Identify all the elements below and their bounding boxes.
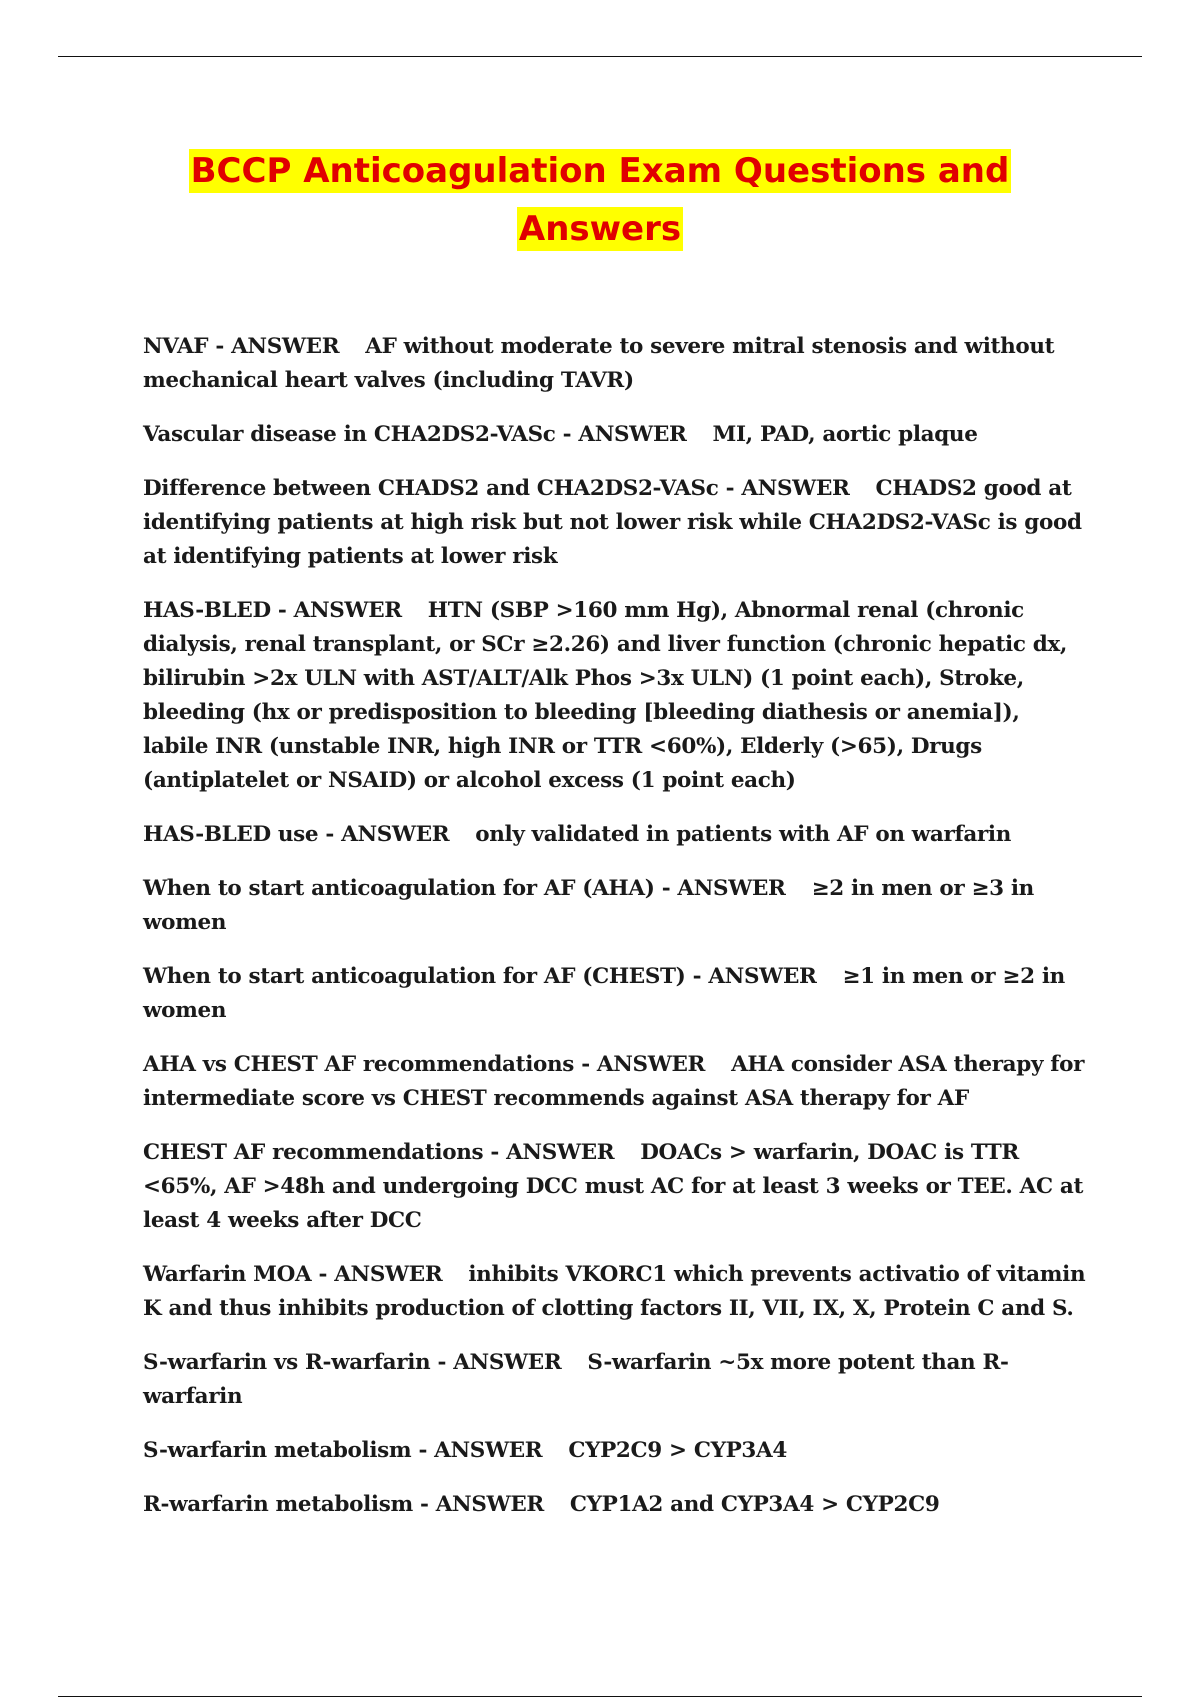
qa-item [143, 594, 1088, 798]
answer: AHA consider ASA therapy for intermediate score vs CHEST recommends against ASA therapy for AF [143, 1052, 1085, 1111]
answer: ≥2 in men or ≥3 in women [143, 876, 1034, 935]
answer: HTN (SBP >160 mm Hg), Abnormal renal (chronic dialysis, renal transplant, or SCr ≥2.26) and liver function (chronic hepatic dx, bilirubin >2x ULN with AST/ALT/Alk Phos >3x ULN) (1 point each), Stroke, bleeding (hx or predisposition to bleeding [bleeding diathesis or anemia]), labile INR (unstable INR, high INR or TTR <60%), Elderly (>65), Drugs (antiplatelet or NSAID) or alcohol excess (1 point each) [143, 598, 1068, 793]
bottom-divider [58, 1696, 1142, 1697]
question: AHA vs CHEST AF recommendations [143, 1052, 575, 1077]
answer: ≥1 in men or ≥2 in women [143, 964, 1065, 1023]
answer: AF without moderate to severe mitral stenosis and without mechanical heart valves (including TAVR) [143, 334, 1055, 393]
answer-marker: - ANSWER [661, 876, 786, 901]
answer: CYP1A2 and CYP3A4 > CYP2C9 [569, 1492, 940, 1517]
qa-item [143, 1258, 1088, 1326]
answer-marker: - ANSWER [325, 822, 450, 847]
answer-marker: - ANSWER [562, 422, 687, 447]
answer: only validated in patients with AF on warfarin [475, 822, 1012, 847]
answer: CYP2C9 > CYP3A4 [568, 1438, 787, 1463]
top-divider [58, 56, 1142, 57]
question: When to start anticoagulation for AF (AHA) [143, 876, 655, 901]
qa-item [143, 330, 1088, 398]
answer-marker: - ANSWER [420, 1492, 544, 1517]
answer: CHADS2 good at identifying patients at high risk but not lower risk while CHA2DS2-VASc is good at identifying patients at lower risk [143, 476, 1082, 569]
answer-marker: - ANSWER [277, 598, 402, 623]
answer: MI, PAD, aortic plaque [712, 422, 978, 447]
question: HAS-BLED use [143, 822, 319, 847]
qa-item [143, 872, 1088, 940]
qa-item [143, 960, 1088, 1028]
question: S-warfarin vs R-warfarin [143, 1350, 431, 1375]
answer-marker: - ANSWER [692, 964, 817, 989]
question: When to start anticoagulation for AF (CHEST) [143, 964, 686, 989]
answer: DOACs > warfarin, DOAC is TTR <65%, AF >48h and undergoing DCC must AC for at least 3 weeks or TEE. AC at least 4 weeks after DCC [143, 1140, 1084, 1233]
qa-item [143, 818, 1088, 852]
qa-item [143, 1048, 1088, 1116]
question: Difference between CHADS2 and CHA2DS2-VASc [143, 476, 719, 501]
answer-marker: - ANSWER [581, 1052, 706, 1077]
document-title [150, 142, 1050, 258]
question: Vascular disease in CHA2DS2-VASc [143, 422, 556, 447]
qa-item [143, 1346, 1088, 1414]
answer-marker: - ANSWER [418, 1438, 543, 1463]
answer: inhibits VKORC1 which prevents activatio of vitamin K and thus inhibits production of clotting factors II, VII, IX, X, Protein C and S. [143, 1262, 1086, 1321]
qa-list [143, 330, 1088, 1542]
question: Warfarin MOA [143, 1262, 312, 1287]
question: NVAF [143, 334, 209, 359]
question: HAS-BLED [143, 598, 271, 623]
question: S-warfarin metabolism [143, 1438, 412, 1463]
qa-item [143, 1488, 1088, 1522]
answer-marker: - ANSWER [490, 1140, 615, 1165]
answer-marker: - ANSWER [318, 1262, 443, 1287]
qa-item [143, 1434, 1088, 1468]
answer: S-warfarin ~5x more potent than R-warfarin [143, 1350, 1009, 1409]
answer-marker: - ANSWER [725, 476, 850, 501]
question: R-warfarin metabolism [143, 1492, 413, 1517]
answer-marker: - ANSWER [437, 1350, 562, 1375]
question: CHEST AF recommendations [143, 1140, 484, 1165]
qa-item [143, 1136, 1088, 1238]
qa-item [143, 418, 1088, 452]
document-title-text: BCCP Anticoagulation Exam Questions and Answers [190, 151, 1010, 249]
qa-item [143, 472, 1088, 574]
answer-marker: - ANSWER [215, 334, 340, 359]
